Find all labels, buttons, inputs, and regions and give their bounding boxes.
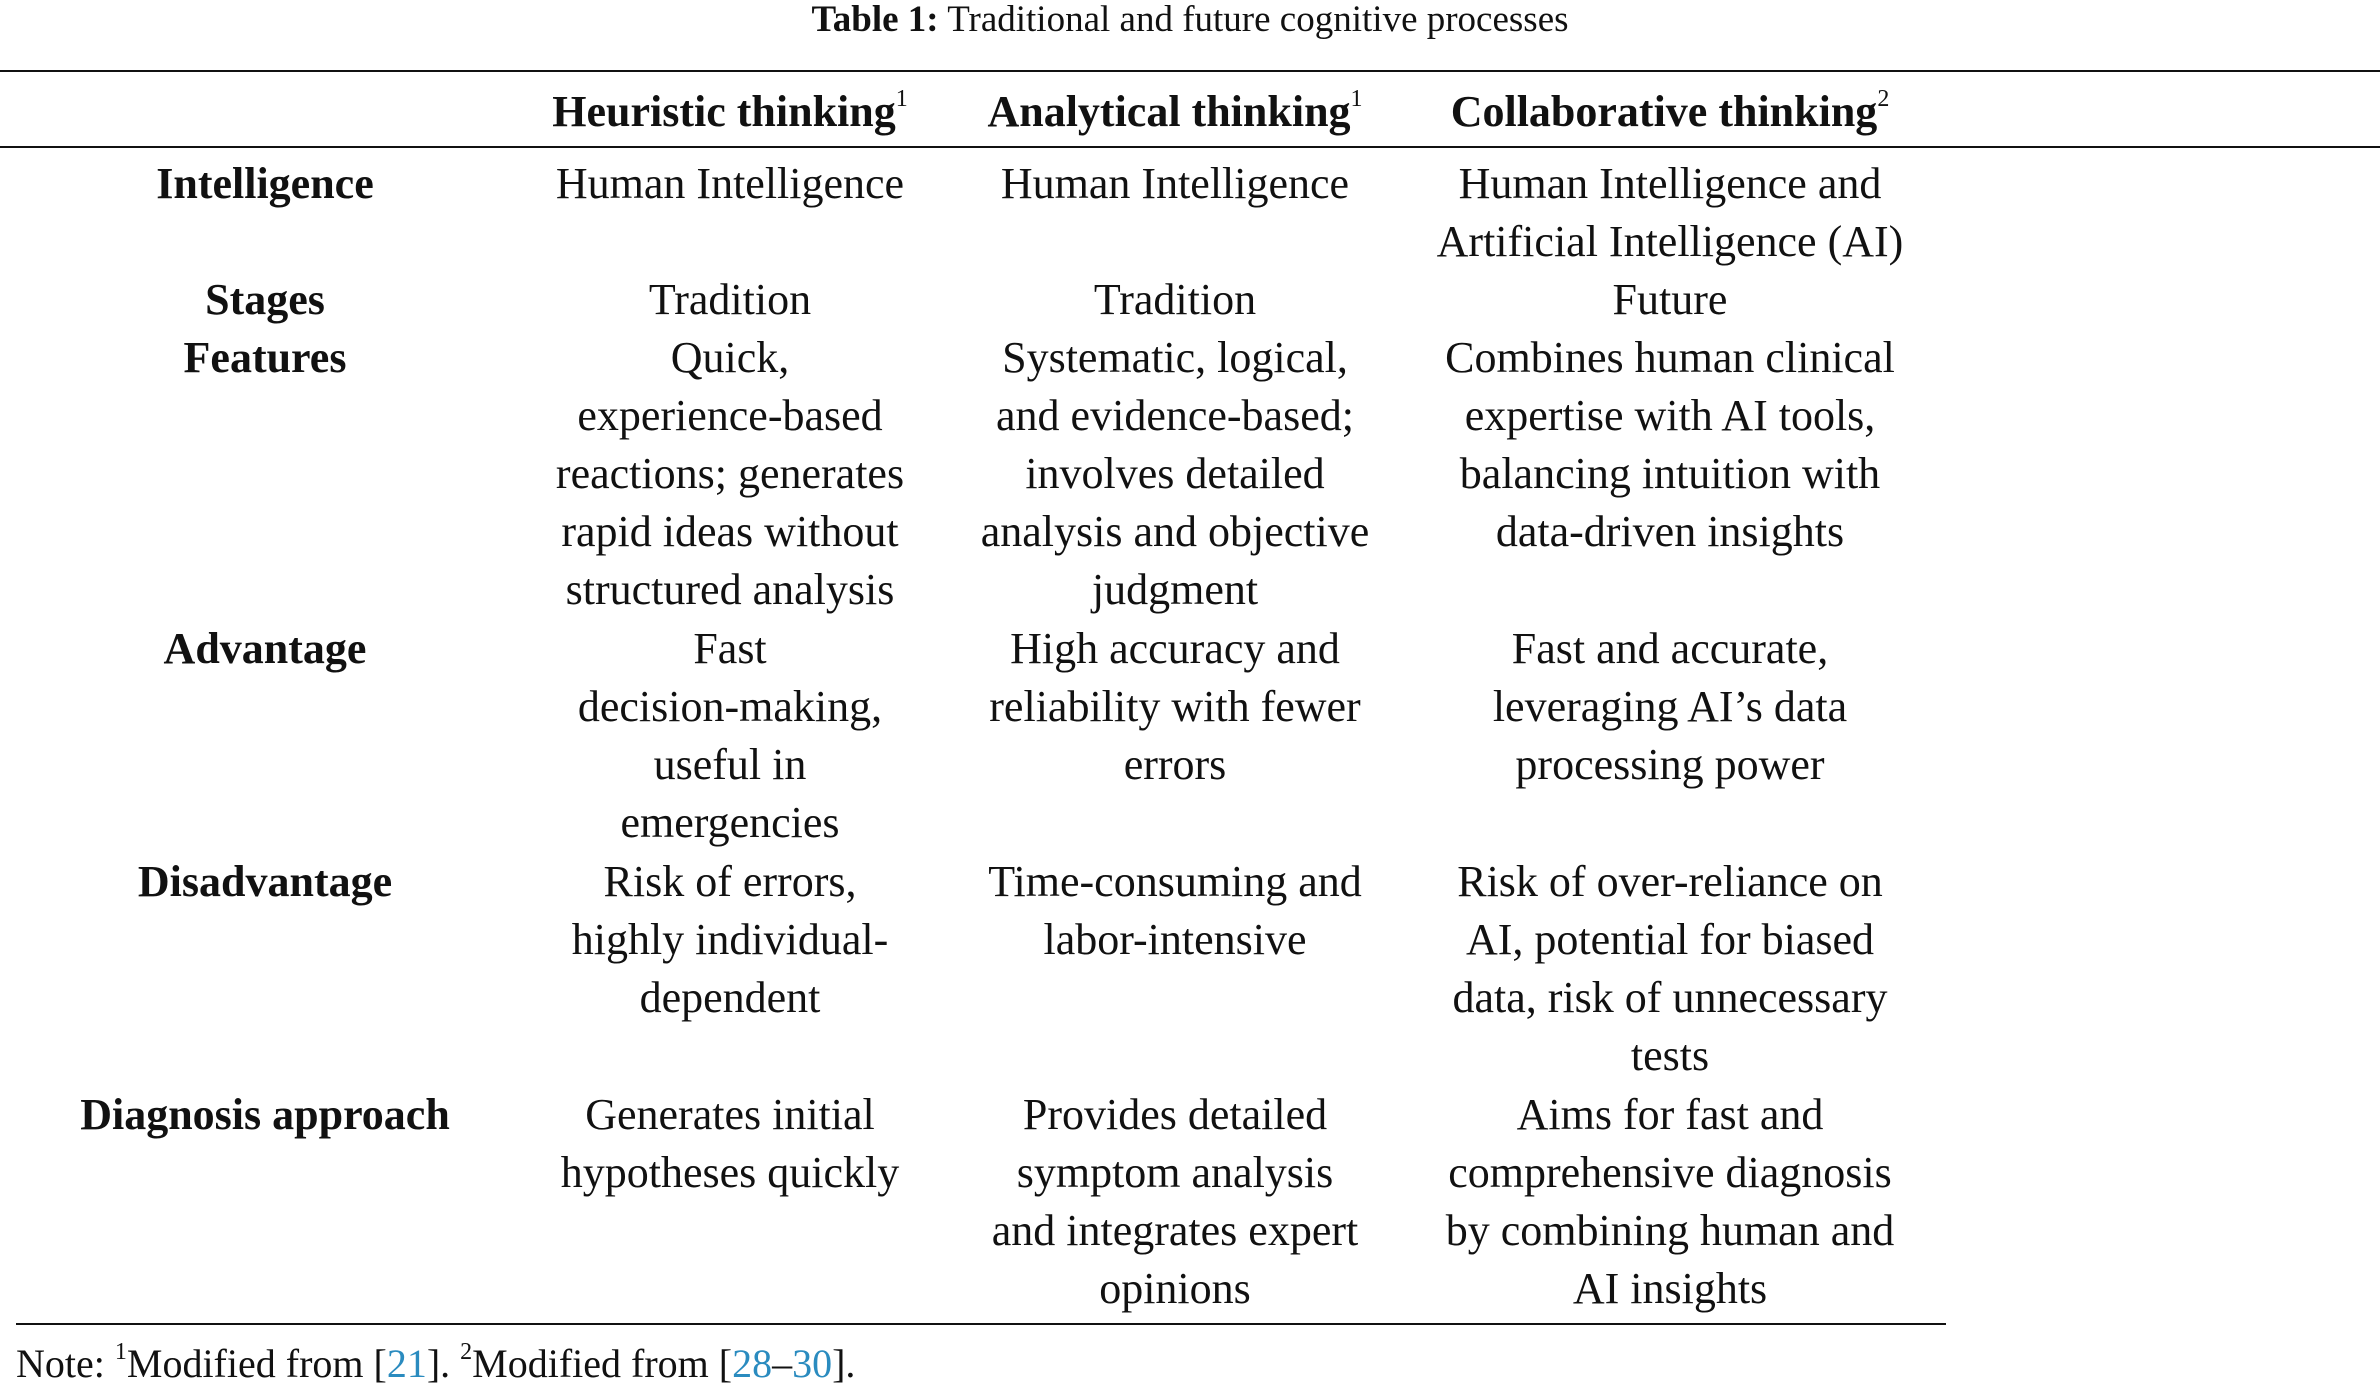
cell-line: reactions; generates: [555, 449, 905, 498]
table-cell-collaborative: [1420, 1086, 1920, 1318]
cell-line: Combines human clinical: [1445, 333, 1895, 382]
table-cell-collaborative: [1420, 329, 1920, 561]
cell-line: Risk of over-reliance on: [1457, 857, 1883, 906]
table-cell-heuristic: [530, 853, 930, 1027]
top-rule: [0, 70, 2380, 72]
table-cell-analytical: [965, 1086, 1385, 1318]
table-cell-analytical: [965, 329, 1385, 619]
cell-line: data, risk of unnecessary: [1452, 973, 1888, 1022]
table-caption-label: Table 1:: [811, 0, 939, 40]
table-cell-analytical: [965, 620, 1385, 794]
cell-line: Aims for fast and: [1516, 1090, 1824, 1139]
row-label: Disadvantage: [137, 857, 393, 906]
cell-line: Generates initial: [585, 1090, 875, 1139]
row-label: Stages: [205, 275, 325, 324]
table-cell-heuristic: [530, 1086, 930, 1202]
cell-line: hypotheses quickly: [560, 1148, 900, 1197]
cell-line: labor-intensive: [1043, 915, 1307, 964]
table-cell-analytical: [965, 853, 1385, 969]
cell-line: experience-based: [577, 391, 883, 440]
row-label: Diagnosis approach: [80, 1090, 450, 1139]
row-label: Features: [183, 333, 347, 382]
table-cell-heuristic: [530, 155, 930, 213]
cell-line: Fast and accurate,: [1511, 624, 1829, 673]
cell-line: structured analysis: [565, 565, 895, 614]
cell-line: processing power: [1515, 740, 1825, 789]
cell-line: Tradition: [648, 275, 812, 324]
reference-link[interactable]: 21: [386, 1341, 427, 1386]
cell-line: data-driven insights: [1495, 507, 1845, 556]
table-caption: [0, 0, 2380, 40]
table-cell-collaborative: [1420, 271, 1920, 329]
column-header-collaborative: Collaborative thinking$^2$: [1450, 86, 1890, 136]
cell-line: balancing intuition with: [1459, 449, 1881, 498]
cell-line: Human Intelligence: [1000, 159, 1350, 208]
cell-line: Artificial Intelligence (AI): [1436, 217, 1904, 266]
cell-line: Human Intelligence: [555, 159, 905, 208]
column-header-analytical: Analytical thinking$^1$: [987, 86, 1363, 136]
table-cell-analytical: [965, 271, 1385, 329]
cell-line: expertise with AI tools,: [1464, 391, 1876, 440]
header-rule: [0, 146, 2380, 148]
cell-line: symptom analysis: [1016, 1148, 1334, 1197]
cell-line: opinions: [1099, 1264, 1251, 1313]
cell-line: analysis and objective: [980, 507, 1370, 556]
column-header-heuristic: Heuristic thinking$^1$: [552, 86, 908, 136]
table-caption-text: Traditional and future cognitive processes: [947, 0, 1569, 40]
cell-line: AI insights: [1572, 1264, 1768, 1313]
table-cell-analytical: [965, 155, 1385, 213]
cell-line: emergencies: [620, 798, 840, 847]
cell-line: Systematic, logical,: [1002, 333, 1348, 382]
table-note: Note: $^1$Modified from [21]. $^2$Modified from [28–30].: [16, 1339, 856, 1386]
cell-line: highly individual-: [571, 915, 889, 964]
table-cell-heuristic: [530, 329, 930, 619]
table-cell-collaborative: [1420, 620, 1920, 794]
cell-line: Time-consuming and: [988, 857, 1362, 906]
cell-line: Fast: [693, 624, 767, 673]
cell-line: Future: [1612, 275, 1728, 324]
cell-line: AI, potential for biased: [1465, 915, 1875, 964]
reference-link[interactable]: 30: [792, 1341, 833, 1386]
row-label: Intelligence: [156, 159, 374, 208]
cell-line: errors: [1123, 740, 1227, 789]
cell-line: and evidence-based;: [996, 391, 1354, 440]
cell-line: by combining human and: [1445, 1206, 1895, 1255]
cell-line: judgment: [1091, 565, 1259, 614]
cell-line: Quick,: [670, 333, 790, 382]
cell-line: Tradition: [1093, 275, 1257, 324]
cell-line: Human Intelligence and: [1458, 159, 1882, 208]
cell-line: Risk of errors,: [603, 857, 857, 906]
table-cell-heuristic: [530, 271, 930, 329]
cell-line: decision-making,: [577, 682, 883, 731]
cell-line: leveraging AI’s data: [1492, 682, 1848, 731]
cell-line: High accuracy and: [1010, 624, 1340, 673]
table-cell-collaborative: [1420, 853, 1920, 1085]
table-cell-collaborative: [1420, 155, 1920, 271]
cell-line: dependent: [639, 973, 821, 1022]
reference-link[interactable]: 28: [732, 1341, 773, 1386]
cell-line: comprehensive diagnosis: [1448, 1148, 1892, 1197]
row-label: Advantage: [163, 624, 367, 673]
cell-line: reliability with fewer: [989, 682, 1361, 731]
bottom-rule: [16, 1323, 1946, 1325]
cell-line: tests: [1630, 1031, 1710, 1080]
cell-line: Provides detailed: [1022, 1090, 1328, 1139]
cell-line: rapid ideas without: [561, 507, 899, 556]
table-cell-heuristic: [530, 620, 930, 852]
cell-line: useful in: [653, 740, 807, 789]
cell-line: involves detailed: [1025, 449, 1325, 498]
cell-line: and integrates expert: [991, 1206, 1359, 1255]
